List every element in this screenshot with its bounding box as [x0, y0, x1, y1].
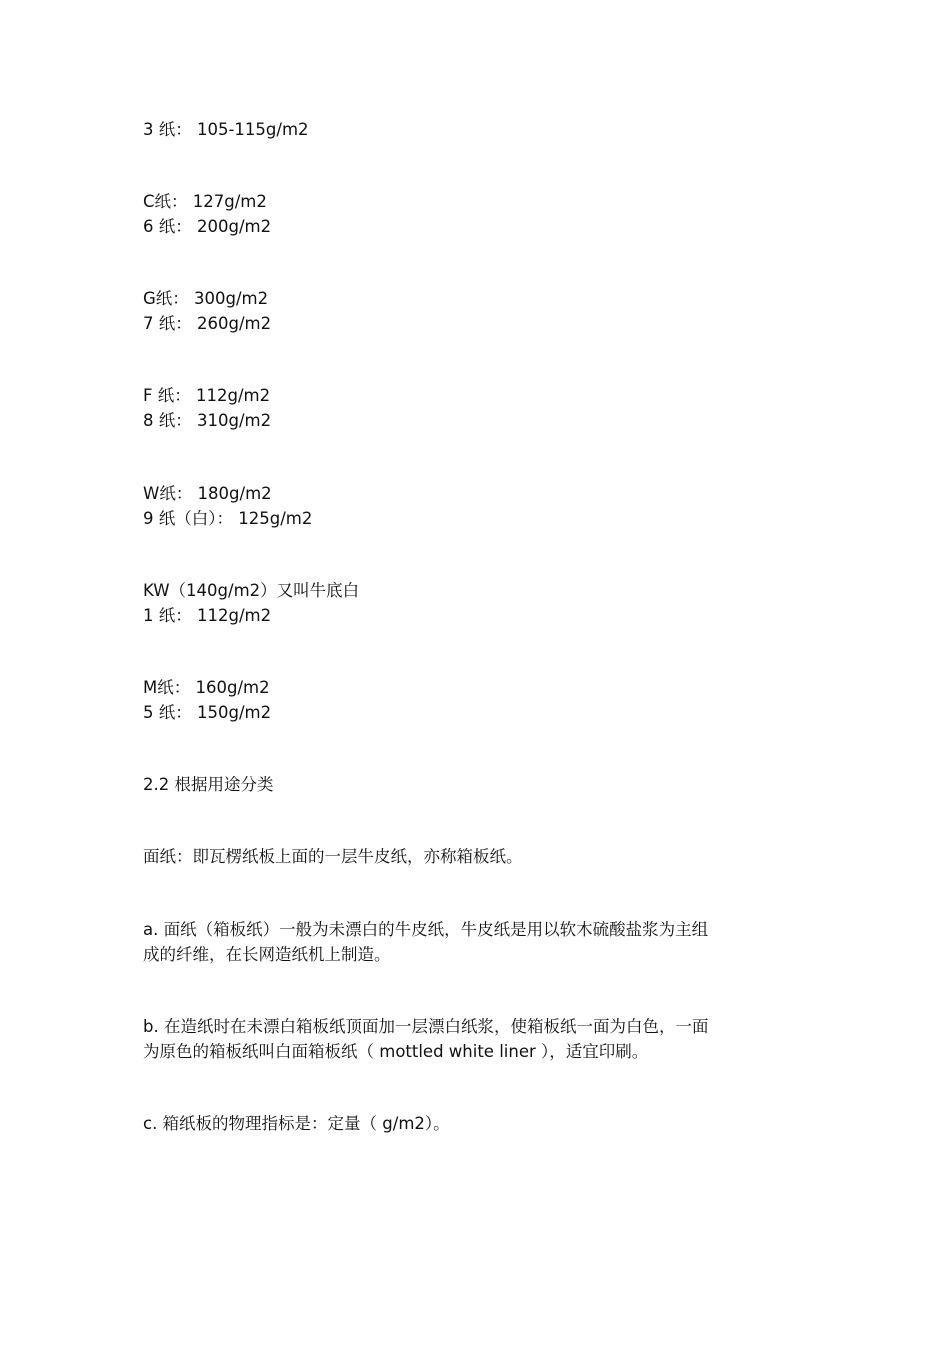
grade-5-line: 5 纸： 150g/m2 [143, 703, 272, 722]
grade-6-line: 6 纸： 200g/m2 [143, 217, 272, 236]
grade-3-line: 3 纸： 105-115g/m2 [143, 120, 309, 139]
paragraph-a-line-2: 成的纤维，在长网造纸机上制造。 [143, 945, 391, 964]
grade-w-line: W纸： 180g/m2 [143, 484, 272, 503]
paragraph-b-line-1: b. 在造纸时在未漂白箱板纸顶面加一层漂白纸浆，使箱板纸一面为白色，一面 [143, 1017, 709, 1036]
grade-9-line: 9 纸（白）： 125g/m2 [143, 509, 313, 528]
grade-7-line: 7 纸： 260g/m2 [143, 314, 272, 333]
grade-f-line: F 纸： 112g/m2 [143, 386, 271, 405]
paragraph-c: c. 箱纸板的物理指标是：定量（ g/m2）。 [143, 1114, 450, 1133]
grade-g-line: G纸： 300g/m2 [143, 289, 269, 308]
grade-kw-line: KW（140g/m2）又叫牛底白 [143, 581, 360, 600]
paragraph-b-line-2: 为原色的箱板纸叫白面箱板纸（ mottled white liner ），适宜印刷。 [143, 1042, 649, 1061]
paragraph-a-line-1: a. 面纸（箱板纸）一般为未漂白的牛皮纸，牛皮纸是用以软木硫酸盐浆为主组 [143, 920, 709, 939]
grade-1-line: 1 纸： 112g/m2 [143, 606, 272, 625]
intro-paragraph: 面纸：即瓦楞纸板上面的一层牛皮纸，亦称箱板纸。 [143, 847, 523, 866]
grade-m-line: M纸： 160g/m2 [143, 678, 270, 697]
grade-8-line: 8 纸： 310g/m2 [143, 411, 272, 430]
grade-c-line: C纸： 127g/m2 [143, 192, 267, 211]
section-heading: 2.2 根据用途分类 [143, 775, 274, 794]
